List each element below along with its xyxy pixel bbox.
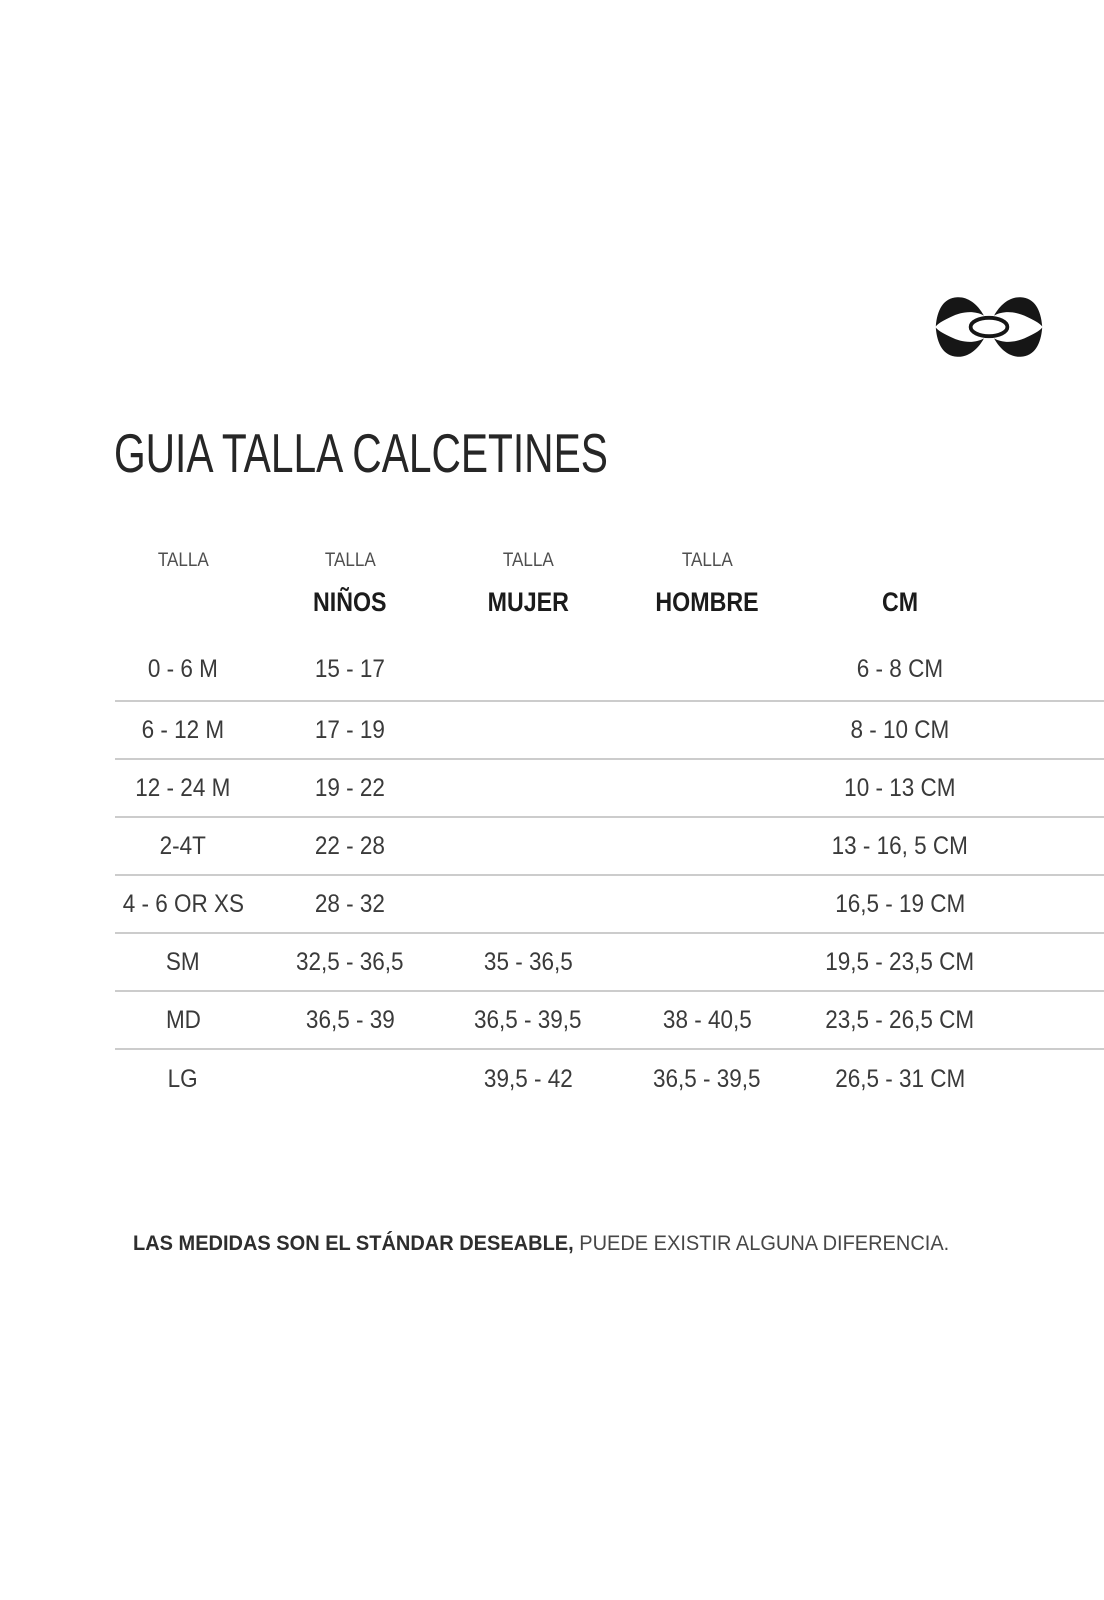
- cell-hombre: [607, 948, 807, 977]
- table-row-md: [115, 992, 1104, 1050]
- cell-hombre: [607, 890, 807, 919]
- cell-hombre: 36,5 - 39,5: [653, 1064, 761, 1093]
- column-header-bold-label: MUJER: [487, 587, 569, 617]
- table-row-2-4t: [115, 818, 1104, 876]
- table-row-sm: [115, 934, 1104, 992]
- cell-cm: 10 - 13 CM: [844, 773, 956, 802]
- table-row-lg: [115, 1050, 1104, 1108]
- cell-cm: 26,5 - 31 CM: [834, 1064, 966, 1093]
- column-header-bold-label: [115, 588, 251, 618]
- cell-mujer: 39,5 - 42: [483, 1064, 573, 1093]
- table-column-header-hombre: [607, 550, 807, 618]
- cell-ninos: 17 - 19: [314, 715, 386, 744]
- size-table: [115, 550, 1104, 1108]
- cell-mujer: [449, 832, 607, 861]
- cell-ninos: 32,5 - 36,5: [296, 947, 404, 976]
- column-header-small-label: TALLA: [502, 550, 554, 571]
- cell-cm: 19,5 - 23,5 CM: [825, 947, 975, 976]
- column-header-bold-label: NIÑOS: [313, 587, 387, 617]
- column-header-small-label: TALLA: [681, 550, 733, 571]
- cell-ninos: 15 - 17: [314, 654, 386, 683]
- column-header-bold-label: HOMBRE: [655, 587, 759, 617]
- cell-ninos: 28 - 32: [314, 889, 386, 918]
- cell-mujer: [449, 774, 607, 803]
- disclaimer-regular-text: PUEDE EXISTIR ALGUNA DIFERENCIA.: [573, 1231, 950, 1255]
- cell-talla: 12 - 24 M: [135, 773, 231, 802]
- cell-cm: 6 - 8 CM: [856, 654, 944, 683]
- cell-talla: 0 - 6 M: [147, 654, 219, 683]
- table-column-header-mujer: [449, 550, 607, 618]
- disclaimer-bold-text: LAS MEDIDAS SON EL STÁNDAR DESEABLE,: [133, 1231, 574, 1255]
- table-row-6-12-m: [115, 702, 1104, 760]
- cell-ninos: [251, 1065, 449, 1094]
- cell-hombre: [607, 655, 807, 684]
- table-header-row: [115, 550, 1104, 618]
- cell-talla: 2-4T: [159, 831, 207, 860]
- cell-ninos: 22 - 28: [314, 831, 386, 860]
- table-column-header-talla: [115, 550, 251, 618]
- cell-cm: 13 - 16, 5 CM: [831, 831, 969, 860]
- cell-ninos: 36,5 - 39: [305, 1005, 395, 1034]
- cell-mujer: [449, 716, 607, 745]
- cell-hombre: [607, 774, 807, 803]
- cell-talla: 4 - 6 OR XS: [122, 889, 244, 918]
- table-row-0-6-m: [115, 618, 1104, 702]
- cell-mujer: [449, 655, 607, 684]
- table-column-header-cm: [807, 550, 993, 618]
- cell-talla: LG: [167, 1064, 199, 1093]
- table-body: [115, 618, 1104, 1108]
- column-header-small-label: TALLA: [324, 550, 376, 571]
- cell-talla: SM: [166, 947, 200, 976]
- cell-ninos: 19 - 22: [314, 773, 386, 802]
- table-row-4-6-or-xs: [115, 876, 1104, 934]
- under-armour-logo: [932, 293, 1046, 361]
- cell-mujer: [449, 890, 607, 919]
- cell-hombre: [607, 716, 807, 745]
- cell-hombre: [607, 832, 807, 861]
- cell-cm: 8 - 10 CM: [850, 715, 950, 744]
- column-header-bold-label: CM: [881, 587, 919, 617]
- table-column-header-niños: [251, 550, 449, 618]
- column-header-small-label: TALLA: [157, 550, 209, 571]
- disclaimer-note: [133, 1231, 949, 1256]
- cell-mujer: 35 - 36,5: [483, 947, 573, 976]
- table-row-12-24-m: [115, 760, 1104, 818]
- cell-mujer: 36,5 - 39,5: [474, 1005, 582, 1034]
- cell-talla: MD: [165, 1005, 201, 1034]
- page-title: GUIA TALLA CALCETINES: [114, 422, 608, 484]
- column-header-small-label: [807, 550, 993, 576]
- cell-talla: 6 - 12 M: [141, 715, 225, 744]
- cell-cm: 16,5 - 19 CM: [834, 889, 966, 918]
- cell-hombre: 38 - 40,5: [662, 1005, 752, 1034]
- cell-cm: 23,5 - 26,5 CM: [825, 1005, 975, 1034]
